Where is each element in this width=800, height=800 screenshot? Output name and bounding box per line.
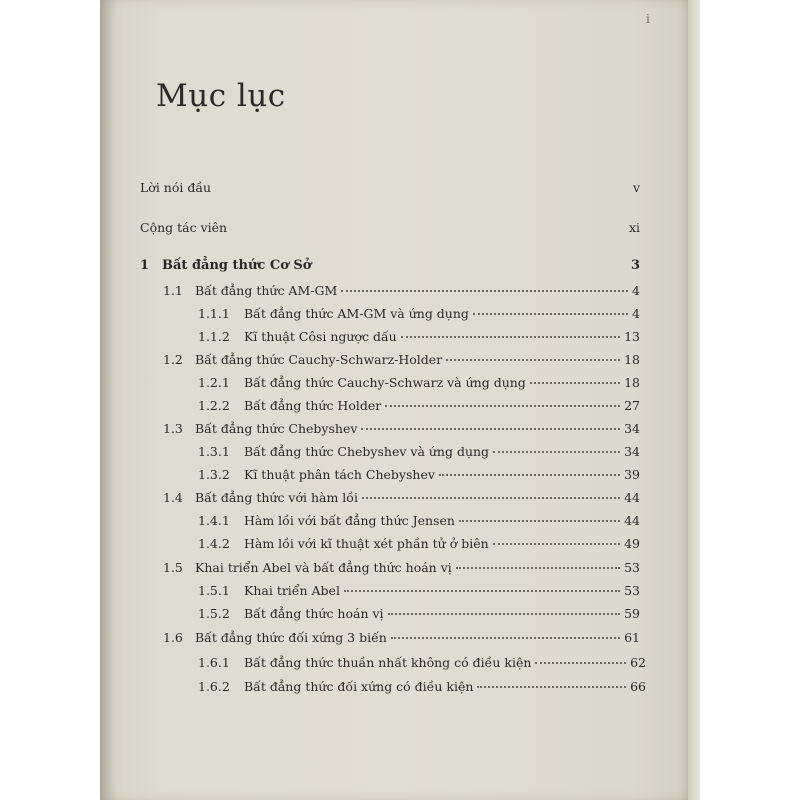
toc-chapter-number: 1 xyxy=(140,258,150,273)
leader-dots xyxy=(493,543,620,545)
toc-chapter-text: Bất đẳng thức Cơ Sở xyxy=(162,258,312,273)
page-number: i xyxy=(646,12,650,26)
toc-entry-preface[interactable] xyxy=(140,180,640,195)
toc-subsection-page: 62 xyxy=(630,655,646,670)
toc-entry-text: Cộng tác viên xyxy=(140,220,228,235)
toc-subsection-number: 1.1.2 xyxy=(198,329,230,344)
leader-dots xyxy=(459,520,620,522)
toc-section-number: 1.5 xyxy=(163,560,183,575)
toc-subsection-text: Kĩ thuật Côsi ngược dấu xyxy=(244,329,397,344)
toc-subsection-page: 13 xyxy=(624,329,640,344)
toc-subsection-text: Bất đẳng thức Chebyshev và ứng dụng xyxy=(244,444,490,459)
leader-dots xyxy=(446,359,620,361)
toc-entry-page: v xyxy=(632,180,640,195)
toc-section-number: 1.4 xyxy=(163,490,183,505)
leader-dots xyxy=(456,567,620,569)
toc-subsection-text: Bất đẳng thức Holder xyxy=(244,398,382,413)
toc-subsection-number: 1.2.2 xyxy=(198,398,230,413)
toc-section-text: Bất đẳng thức đối xứng 3 biến xyxy=(195,630,387,645)
toc-section-number: 1.1 xyxy=(163,283,183,298)
toc-section-text: Bất đẳng thức với hàm lồi xyxy=(195,490,358,505)
leader-dots xyxy=(477,686,626,688)
toc-subsection-text: Kĩ thuật phân tách Chebyshev xyxy=(244,467,435,482)
toc-section-number: 1.6 xyxy=(163,630,183,645)
leader-dots xyxy=(401,336,620,338)
toc-subsection-page: 4 xyxy=(632,306,640,321)
toc-section-page: 61 xyxy=(624,630,640,645)
toc-subsection-page: 39 xyxy=(624,467,640,482)
toc-chapter-page: 3 xyxy=(630,258,640,273)
leader-dots xyxy=(344,590,620,592)
toc-subsection-number: 1.5.1 xyxy=(198,583,230,598)
toc-subsection-1-1-1[interactable] xyxy=(198,306,640,321)
toc-subsection-1-4-2[interactable] xyxy=(198,536,640,551)
leader-dots xyxy=(388,613,621,615)
toc-subsection-1-2-1[interactable] xyxy=(198,375,640,390)
toc-subsection-text: Hàm lồi với bất đẳng thức Jensen xyxy=(244,513,455,528)
toc-subsection-page: 18 xyxy=(624,375,640,390)
toc-subsection-number: 1.2.1 xyxy=(198,375,230,390)
toc-entry-contributors[interactable] xyxy=(140,220,640,235)
toc-subsection-number: 1.1.1 xyxy=(198,306,230,321)
toc-subsection-number: 1.3.1 xyxy=(198,444,230,459)
toc-subsection-text: Bất đẳng thức AM-GM và ứng dụng xyxy=(244,306,469,321)
toc-subsection-number: 1.3.2 xyxy=(198,467,230,482)
leader-dots xyxy=(473,313,628,315)
leader-dots xyxy=(530,382,620,384)
toc-subsection-page: 34 xyxy=(624,444,640,459)
toc-subsection-number: 1.4.1 xyxy=(198,513,230,528)
toc-subsection-page: 53 xyxy=(624,583,640,598)
toc-section-number: 1.3 xyxy=(163,421,183,436)
toc-subsection-1-6-1[interactable] xyxy=(198,655,646,670)
toc-subsection-1-5-2[interactable] xyxy=(198,606,640,621)
toc-subsection-page: 49 xyxy=(624,536,640,551)
page-title: Mục lục xyxy=(156,78,286,114)
toc-subsection-1-2-2[interactable] xyxy=(198,398,640,413)
toc-section-page: 44 xyxy=(624,490,640,505)
toc-section-text: Khai triển Abel và bất đẳng thức hoán vị xyxy=(195,560,452,575)
toc-section-page: 34 xyxy=(624,421,640,436)
toc-subsection-page: 44 xyxy=(624,513,640,528)
toc-subsection-page: 59 xyxy=(624,606,640,621)
toc-subsection-number: 1.6.2 xyxy=(198,679,230,694)
toc-section-text: Bất đẳng thức Chebyshev xyxy=(195,421,358,436)
toc-section-1-6[interactable] xyxy=(163,630,640,645)
toc-subsection-1-1-2[interactable] xyxy=(198,329,640,344)
toc-subsection-page: 27 xyxy=(624,398,640,413)
toc-subsection-number: 1.4.2 xyxy=(198,536,230,551)
toc-section-page: 53 xyxy=(624,560,640,575)
toc-subsection-1-3-2[interactable] xyxy=(198,467,640,482)
page-edge xyxy=(688,0,700,800)
leader-dots xyxy=(493,451,620,453)
toc-subsection-1-5-1[interactable] xyxy=(198,583,640,598)
toc-entry-page: xi xyxy=(628,220,640,235)
toc-section-page: 4 xyxy=(632,283,640,298)
toc-subsection-text: Bất đẳng thức hoán vị xyxy=(244,606,384,621)
toc-section-number: 1.2 xyxy=(163,352,183,367)
toc-entry-text: Lời nói đầu xyxy=(140,180,212,195)
leader-dots xyxy=(341,290,628,292)
toc-section-1-3[interactable] xyxy=(163,421,640,436)
toc-subsection-page: 66 xyxy=(630,679,646,694)
toc-subsection-1-6-2[interactable] xyxy=(198,679,646,694)
toc-section-1-1[interactable] xyxy=(163,283,640,298)
toc-subsection-text: Bất đẳng thức thuần nhất không có điều kiện xyxy=(244,655,532,670)
toc-section-text: Bất đẳng thức AM-GM xyxy=(195,283,338,298)
toc-section-text: Bất đẳng thức Cauchy-Schwarz-Holder xyxy=(195,352,443,367)
toc-section-1-4[interactable] xyxy=(163,490,640,505)
toc-section-1-5[interactable] xyxy=(163,560,640,575)
toc-chapter-1[interactable] xyxy=(140,258,640,273)
toc-subsection-1-3-1[interactable] xyxy=(198,444,640,459)
leader-dots xyxy=(535,662,626,664)
toc-section-page: 18 xyxy=(624,352,640,367)
toc-subsection-text: Bất đẳng thức đối xứng có điều kiện xyxy=(244,679,474,694)
toc-subsection-text: Bất đẳng thức Cauchy-Schwarz và ứng dụng xyxy=(244,375,526,390)
toc-subsection-number: 1.6.1 xyxy=(198,655,230,670)
leader-dots xyxy=(391,637,620,639)
toc-subsection-1-4-1[interactable] xyxy=(198,513,640,528)
leader-dots xyxy=(361,428,620,430)
toc-section-1-2[interactable] xyxy=(163,352,640,367)
leader-dots xyxy=(439,474,620,476)
toc-subsection-text: Hàm lồi với kĩ thuật xét phần tử ở biên xyxy=(244,536,489,551)
toc-subsection-text: Khai triển Abel xyxy=(244,583,340,598)
toc-subsection-number: 1.5.2 xyxy=(198,606,230,621)
leader-dots xyxy=(385,405,620,407)
leader-dots xyxy=(362,497,620,499)
